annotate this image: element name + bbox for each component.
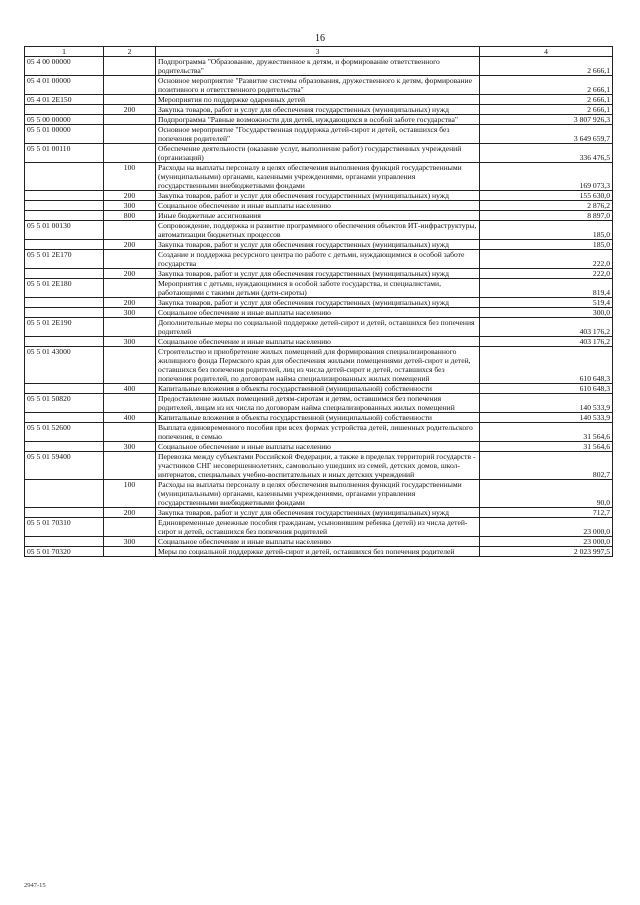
table-row	[25, 211, 613, 221]
table-row	[25, 508, 613, 518]
row-expense-type: 300	[104, 308, 156, 318]
row-name: Обеспечение деятельности (оказание услуг, выполнение работ) государственных учреждений (организаций)	[156, 144, 480, 163]
row-amount: 2 666,1	[480, 95, 613, 105]
table-row	[25, 115, 613, 125]
row-amount: 2 666,1	[480, 76, 613, 95]
table-row	[25, 452, 613, 480]
row-code	[25, 480, 104, 508]
row-code	[25, 298, 104, 308]
table-row	[25, 394, 613, 413]
table-row	[25, 413, 613, 423]
row-expense-type: 300	[104, 537, 156, 547]
column-header: 2	[104, 47, 156, 57]
row-expense-type: 200	[104, 298, 156, 308]
table-row	[25, 318, 613, 337]
row-name: Социальное обеспечение и иные выплаты населению	[156, 337, 480, 347]
row-name: Капитальные вложения в объекты государственной (муниципальной) собственности	[156, 384, 480, 394]
row-amount: 23 000,0	[480, 537, 613, 547]
row-amount: 31 564,6	[480, 423, 613, 442]
row-amount: 3 807 926,3	[480, 115, 613, 125]
row-code: 05 5 01 2E180	[25, 279, 104, 298]
table-row	[25, 518, 613, 537]
table-row	[25, 384, 613, 394]
row-name: Сопровождение, поддержка и развитие программного обеспечения объектов ИТ-инфраструктуры, автоматизации бюджетных процессов	[156, 221, 480, 240]
row-expense-type	[104, 318, 156, 337]
row-name: Иные бюджетные ассигнования	[156, 211, 480, 221]
row-amount: 140 533,9	[480, 394, 613, 413]
table-row	[25, 240, 613, 250]
row-name: Расходы на выплаты персоналу в целях обеспечения выполнения функций государственными (муниципальными) органами, казенными учреждениями, органами управления государственными внебюджетными фондами	[156, 163, 480, 191]
table-row	[25, 480, 613, 508]
row-code: 05 5 01 50820	[25, 394, 104, 413]
row-code: 05 5 01 2E190	[25, 318, 104, 337]
row-amount: 336 476,5	[480, 144, 613, 163]
row-name: Закупка товаров, работ и услуг для обеспечения государственных (муниципальных) нужд	[156, 298, 480, 308]
row-code	[25, 508, 104, 518]
row-amount: 2 666,1	[480, 57, 613, 76]
row-expense-type: 100	[104, 480, 156, 508]
row-code: 05 4 01 2E150	[25, 95, 104, 105]
row-expense-type: 300	[104, 442, 156, 452]
row-amount: 140 533,9	[480, 413, 613, 423]
row-code	[25, 442, 104, 452]
row-code: 05 5 01 00110	[25, 144, 104, 163]
row-expense-type: 200	[104, 240, 156, 250]
table-row	[25, 163, 613, 191]
row-name: Закупка товаров, работ и услуг для обеспечения государственных (муниципальных) нужд	[156, 105, 480, 115]
row-expense-type: 200	[104, 508, 156, 518]
row-expense-type: 200	[104, 105, 156, 115]
row-expense-type	[104, 423, 156, 442]
table-row	[25, 308, 613, 318]
row-expense-type	[104, 144, 156, 163]
row-expense-type	[104, 115, 156, 125]
row-amount: 802,7	[480, 452, 613, 480]
row-amount: 519,4	[480, 298, 613, 308]
row-code: 05 5 01 00000	[25, 125, 104, 144]
table-row	[25, 250, 613, 269]
row-amount: 610 648,3	[480, 347, 613, 384]
row-code: 05 5 01 43000	[25, 347, 104, 384]
row-expense-type: 300	[104, 337, 156, 347]
row-code	[25, 337, 104, 347]
table-row	[25, 201, 613, 211]
row-code	[25, 191, 104, 201]
row-name: Мероприятия по поддержке одаренных детей	[156, 95, 480, 105]
row-amount: 185,0	[480, 221, 613, 240]
row-name: Мероприятия с детьми, нуждающимися в особой заботе государства, и специалистами, работающими с такими детьми (дети-сироты)	[156, 279, 480, 298]
row-amount: 222,0	[480, 269, 613, 279]
row-expense-type	[104, 125, 156, 144]
row-amount: 169 073,3	[480, 163, 613, 191]
row-code	[25, 537, 104, 547]
row-expense-type	[104, 221, 156, 240]
table-row	[25, 125, 613, 144]
row-expense-type	[104, 347, 156, 384]
row-expense-type: 100	[104, 163, 156, 191]
row-expense-type	[104, 394, 156, 413]
row-name: Строительство и приобретение жилых помещений для формирования специализированного жилищного фонда Пермского края для обеспечения жилыми помещениями детей-сирот и детей, оставшихся без попечения родителей, лиц из числа детей-сирот и детей, оставшихся без попечения родителей, по договорам найма специализированных жилых помещений	[156, 347, 480, 384]
table-row	[25, 144, 613, 163]
row-name: Единовременные денежные пособия гражданам, усыновившим ребенка (детей) из числа детей-сирот и детей, оставшихся без попечения родителей	[156, 518, 480, 537]
row-amount: 712,7	[480, 508, 613, 518]
row-name: Подпрограмма "Равные возможности для детей, нуждающихся в особой заботе государства"	[156, 115, 480, 125]
row-name: Выплата единовременного пособия при всех формах устройства детей, лишенных родительского попечения, в семью	[156, 423, 480, 442]
row-code: 05 5 00 00000	[25, 115, 104, 125]
row-code	[25, 163, 104, 191]
row-name: Социальное обеспечение и иные выплаты населению	[156, 201, 480, 211]
row-code: 05 5 01 52600	[25, 423, 104, 442]
row-name: Закупка товаров, работ и услуг для обеспечения государственных (муниципальных) нужд	[156, 269, 480, 279]
column-header: 3	[156, 47, 480, 57]
table-row	[25, 298, 613, 308]
row-expense-type	[104, 95, 156, 105]
row-name: Предоставление жилых помещений детям-сиротам и детям, оставшимся без попечения родителей, лицам из их числа по договорам найма специализированных жилых помещений	[156, 394, 480, 413]
table-row	[25, 105, 613, 115]
row-code: 05 5 01 2E170	[25, 250, 104, 269]
row-expense-type	[104, 547, 156, 557]
row-expense-type: 200	[104, 269, 156, 279]
table-row	[25, 269, 613, 279]
row-name: Закупка товаров, работ и услуг для обеспечения государственных (муниципальных) нужд	[156, 240, 480, 250]
table-row	[25, 347, 613, 384]
footer-code: 2947-15	[24, 882, 46, 889]
page-number: 16	[315, 33, 325, 44]
row-code: 05 5 01 70310	[25, 518, 104, 537]
row-amount: 8 897,0	[480, 211, 613, 221]
row-code: 05 4 00 00000	[25, 57, 104, 76]
row-expense-type: 400	[104, 413, 156, 423]
row-code	[25, 240, 104, 250]
row-code: 05 5 01 00130	[25, 221, 104, 240]
row-amount: 31 564,6	[480, 442, 613, 452]
row-name: Подпрограмма "Образование, дружественное к детям, и формирование ответственного родительства"	[156, 57, 480, 76]
row-name: Капитальные вложения в объекты государственной (муниципальной) собственности	[156, 413, 480, 423]
row-expense-type	[104, 76, 156, 95]
row-expense-type	[104, 250, 156, 269]
row-amount: 403 176,2	[480, 337, 613, 347]
row-amount: 610 648,3	[480, 384, 613, 394]
row-name: Социальное обеспечение и иные выплаты населению	[156, 537, 480, 547]
row-name: Закупка товаров, работ и услуг для обеспечения государственных (муниципальных) нужд	[156, 191, 480, 201]
row-name: Социальное обеспечение и иные выплаты населению	[156, 308, 480, 318]
column-header: 4	[480, 47, 613, 57]
row-amount: 403 176,2	[480, 318, 613, 337]
row-expense-type	[104, 57, 156, 76]
row-expense-type	[104, 452, 156, 480]
table-row	[25, 191, 613, 201]
row-name: Основное мероприятие "Государственная поддержка детей-сирот и детей, оставшихся без попечения родителей"	[156, 125, 480, 144]
table-row	[25, 423, 613, 442]
table-row	[25, 76, 613, 95]
row-amount: 3 649 659,7	[480, 125, 613, 144]
row-name: Перевозка между субъектами Российской Федерации, а также в пределах территорий государств - участников СНГ несовершеннолетних, самовольно ушедших из семей, детских домов, школ-интернатов, специальных учебно-воспитательных и иных детских учреждений	[156, 452, 480, 480]
row-amount: 185,0	[480, 240, 613, 250]
row-amount: 819,4	[480, 279, 613, 298]
row-name: Меры по социальной поддержке детей-сирот и детей, оставшихся без попечения родителей	[156, 547, 480, 557]
row-amount: 155 630,0	[480, 191, 613, 201]
row-code	[25, 384, 104, 394]
row-expense-type: 300	[104, 201, 156, 211]
table-row	[25, 221, 613, 240]
row-code: 05 5 01 70320	[25, 547, 104, 557]
row-name: Социальное обеспечение и иные выплаты населению	[156, 442, 480, 452]
row-code: 05 4 01 00000	[25, 76, 104, 95]
table-row	[25, 547, 613, 557]
row-amount: 90,0	[480, 480, 613, 508]
table-row	[25, 442, 613, 452]
table-row	[25, 337, 613, 347]
row-amount: 222,0	[480, 250, 613, 269]
row-amount: 2 666,1	[480, 105, 613, 115]
row-amount: 300,0	[480, 308, 613, 318]
row-amount: 23 000,0	[480, 518, 613, 537]
row-name: Дополнительные меры по социальной поддержке детей-сирот и детей, оставшихся без попечения родителей	[156, 318, 480, 337]
row-expense-type	[104, 279, 156, 298]
row-code	[25, 211, 104, 221]
row-code	[25, 105, 104, 115]
row-code: 05 5 01 59400	[25, 452, 104, 480]
budget-table	[24, 46, 613, 557]
row-name: Создание и поддержка ресурсного центра по работе с детьми, нуждающимися в особой заботе государства	[156, 250, 480, 269]
row-expense-type: 400	[104, 384, 156, 394]
row-name: Расходы на выплаты персоналу в целях обеспечения выполнения функций государственными (муниципальными) органами, казенными учреждениями, органами управления государственными внебюджетными фондами	[156, 480, 480, 508]
table-row	[25, 57, 613, 76]
row-expense-type: 200	[104, 191, 156, 201]
table-header-row	[25, 47, 613, 57]
row-amount: 2 876,2	[480, 201, 613, 211]
row-amount: 2 023 997,5	[480, 547, 613, 557]
row-name: Закупка товаров, работ и услуг для обеспечения государственных (муниципальных) нужд	[156, 508, 480, 518]
row-expense-type: 800	[104, 211, 156, 221]
row-expense-type	[104, 518, 156, 537]
row-name: Основное мероприятие "Развитие системы образования, дружественного к детям, формирование позитивного и ответственного родительства"	[156, 76, 480, 95]
column-header: 1	[25, 47, 104, 57]
table-row	[25, 279, 613, 298]
table-row	[25, 537, 613, 547]
row-code	[25, 201, 104, 211]
row-code	[25, 269, 104, 279]
table-row	[25, 95, 613, 105]
row-code	[25, 308, 104, 318]
row-code	[25, 413, 104, 423]
